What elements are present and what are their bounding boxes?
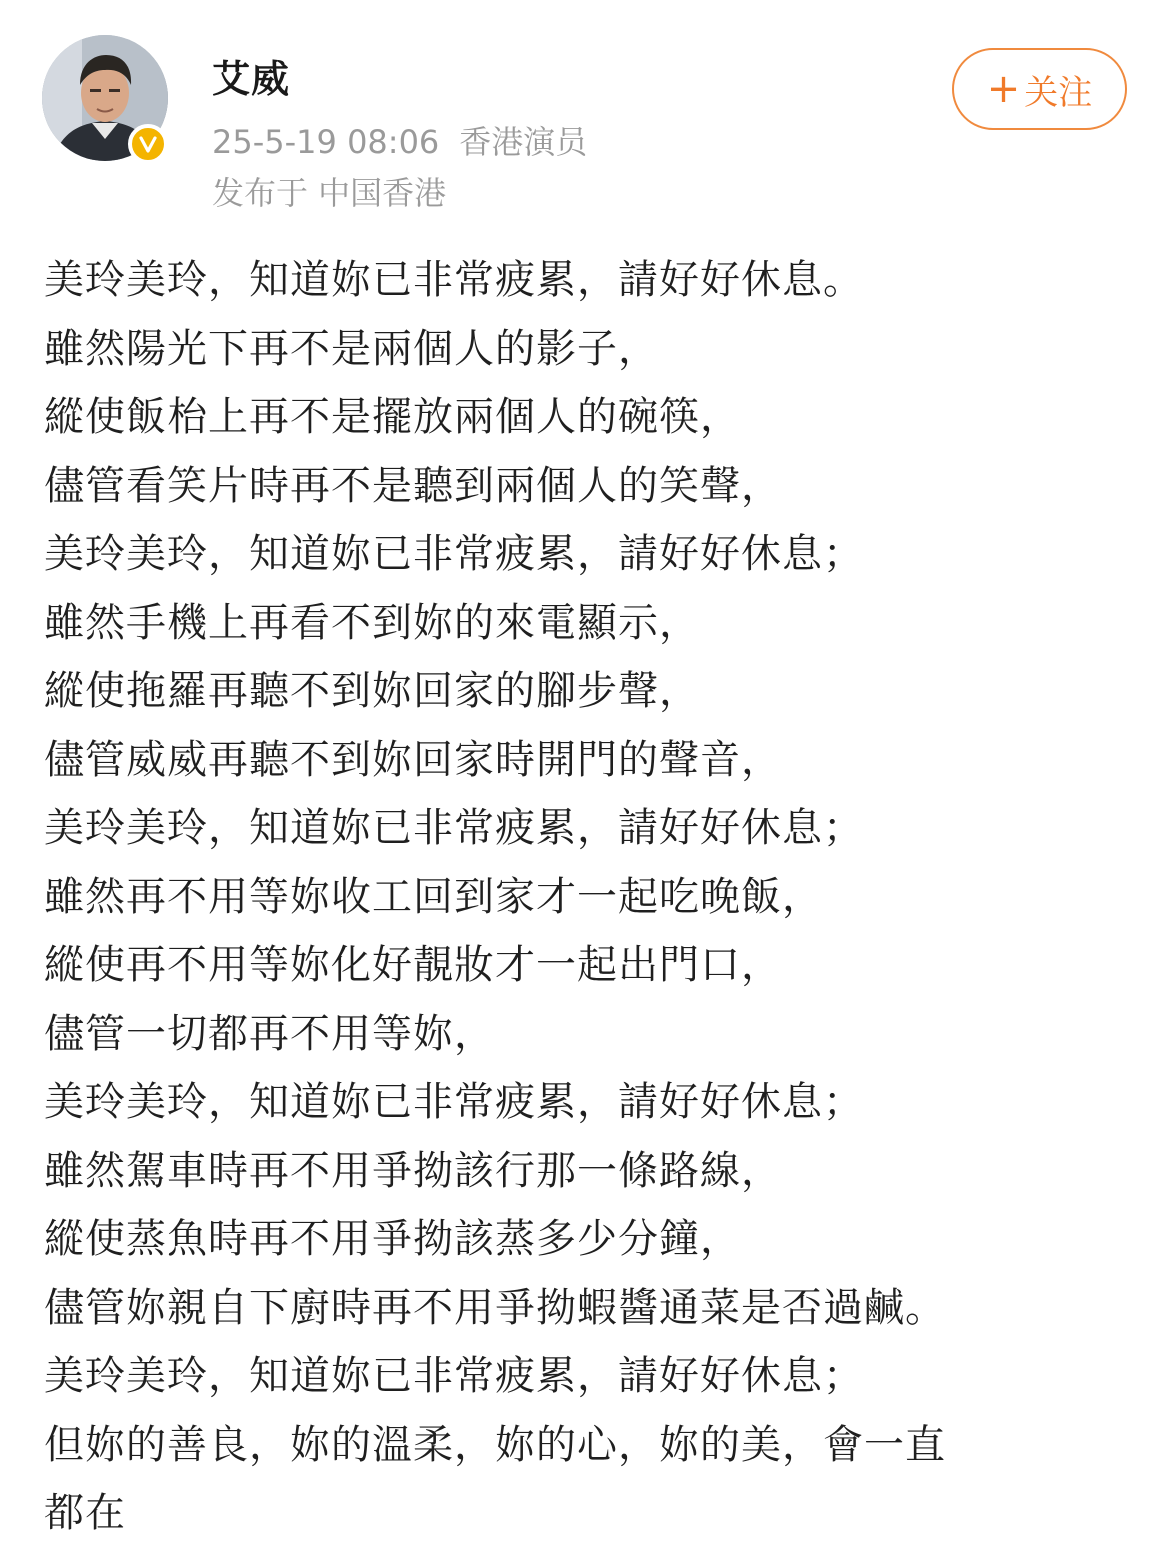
verified-badge <box>128 124 168 164</box>
post-line: 縱使再不用等妳化好靚妝才一起出門口， <box>44 942 782 988</box>
post-line: 都在 <box>44 1490 126 1536</box>
verified-v-icon <box>137 133 159 155</box>
post-body <box>44 246 1144 1548</box>
post-line: 儘管一切都再不用等妳， <box>44 1010 495 1057</box>
post-line: 儘管妳親自下廚時再不用爭拗蝦醬通菜是否過鹹。 <box>44 1284 946 1331</box>
post-line: 美玲美玲，知道妳已非常疲累，請好好休息。 <box>44 257 864 303</box>
post-timestamp: 25-5-19 08:06 <box>212 123 440 161</box>
plus-icon: + <box>986 66 1021 112</box>
post-line: 雖然再不用等妳收工回到家才一起吃晚飯， <box>44 873 823 920</box>
user-title: 香港演员 <box>459 123 588 161</box>
post-line: 美玲美玲，知道妳已非常疲累，請好好休息； <box>44 805 864 851</box>
follow-button[interactable] <box>952 48 1127 130</box>
post-header <box>0 0 1170 230</box>
post-line: 縱使蒸魚時再不用爭拗該蒸多少分鐘， <box>44 1216 741 1262</box>
post-line: 縱使飯枱上再不是擺放兩個人的碗筷， <box>44 394 741 440</box>
post-location: 发布于 中国香港 <box>212 174 447 212</box>
user-name[interactable]: 艾威 <box>212 57 291 101</box>
post-line: 但妳的善良，妳的溫柔，妳的心，妳的美，會一直 <box>44 1421 946 1468</box>
post-line: 縱使拖羅再聽不到妳回家的腳步聲， <box>44 668 700 714</box>
follow-label: 关注 <box>1024 72 1093 113</box>
post-meta <box>212 117 587 163</box>
post-line: 美玲美玲，知道妳已非常疲累，請好好休息； <box>44 531 864 577</box>
post-line: 儘管威威再聽不到妳回家時開門的聲音， <box>44 736 782 783</box>
post-line: 雖然手機上再看不到妳的來電顯示， <box>44 599 700 646</box>
post-line: 儘管看笑片時再不是聽到兩個人的笑聲， <box>44 462 782 509</box>
post-line: 雖然駕車時再不用爭拗該行那一條路線， <box>44 1147 782 1194</box>
post-line: 美玲美玲，知道妳已非常疲累，請好好休息； <box>44 1079 864 1125</box>
post-line: 美玲美玲，知道妳已非常疲累，請好好休息； <box>44 1353 864 1399</box>
post-line: 雖然陽光下再不是兩個人的影子， <box>44 325 659 372</box>
